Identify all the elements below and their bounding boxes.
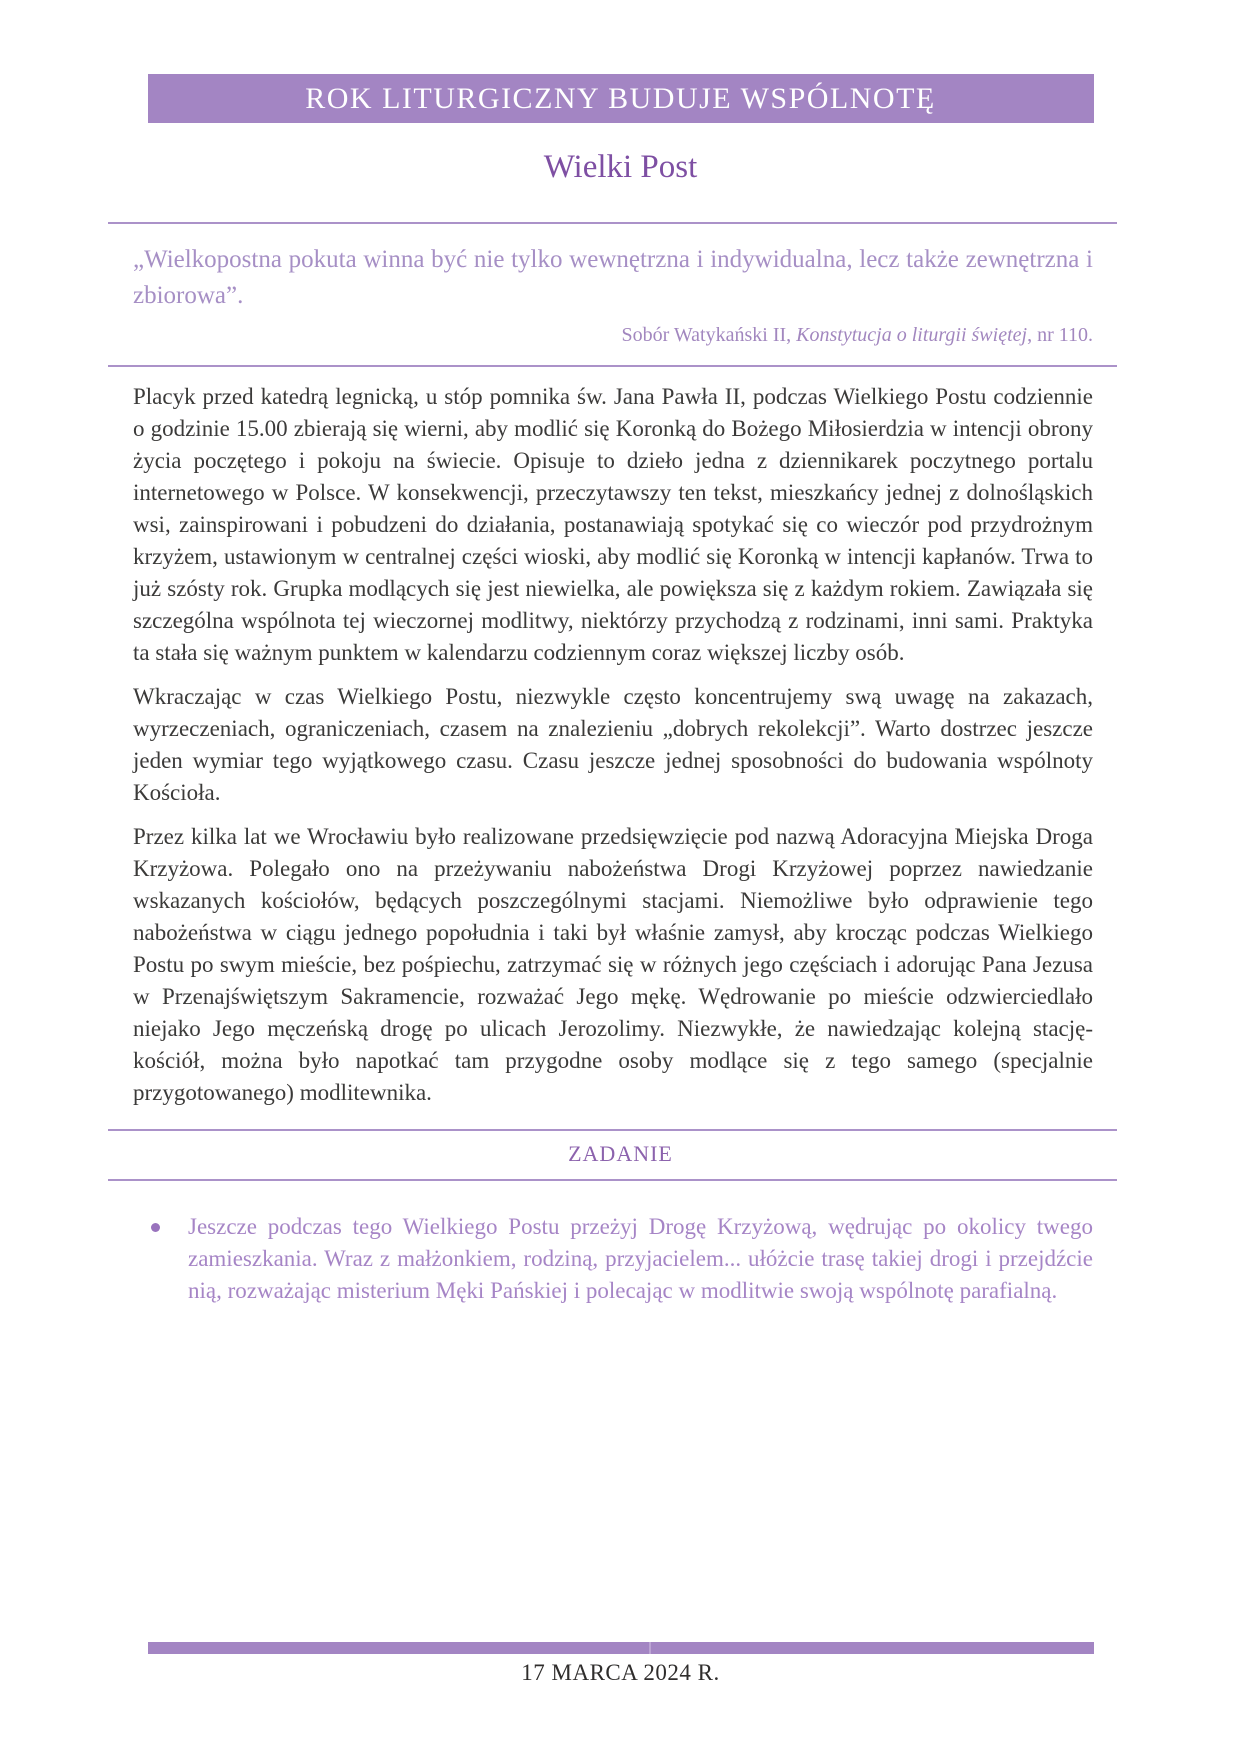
page-title: Wielki Post	[543, 149, 698, 185]
quote-attribution	[133, 324, 1093, 347]
attribution-work-title: Konstytucja o liturgii świętej	[796, 324, 1028, 346]
footer-date: 17 MARCA 2024 R.	[521, 1660, 720, 1685]
task-item-text: Jeszcze podczas tego Wielkiego Postu przeżyj Drogę Krzyżową, wędrując po okolicy twego zamieszkania. Wraz z małżonkiem, rodziną, przyjacielem... ułóżcie trasę takiej drogi i przejdźcie nią, rozważając misterium Męki Pańskiej i polecając w modlitwie swoją wspólnotę parafialną.	[188, 1214, 1093, 1303]
divider-quote-bottom	[108, 365, 1117, 367]
body-paragraph: Wkraczając w czas Wielkiego Postu, niezwykle często koncentrujemy swą uwagę na zakazach, wyrzeczeniach, ograniczeniach, czasem na znalezieniu „dobrych rekolekcji”. Warto dostrzec jeszcze jeden wymiar tego wyjątkowego czasu. Czasu jeszcze jednej sposobności do budowania wspólnoty Kościoła.	[133, 684, 1093, 805]
divider-task-top	[108, 1129, 1117, 1131]
task-list-item	[133, 1211, 1093, 1307]
divider-task-bottom	[108, 1179, 1117, 1181]
article-body	[133, 381, 1093, 1109]
body-paragraph: Przez kilka lat we Wrocławiu było realizowane przedsięwzięcie pod nazwą Adoracyjna Miejska Droga Krzyżowa. Polegało ono na przeżywaniu nabożeństwa Drogi Krzyżowej poprzez nawiedzanie wskazanych kościołów, będących poszczególnymi stacjami. Niemożliwe było odprawienie tego nabożeństwa w ciągu jednego popołudnia i taki był właśnie zamysł, aby krocząc podczas Wielkiego Postu po swym mieście, bez pośpiechu, zatrzymać się w różnych jego częściach i adorując Pana Jezusa w Przenajświętszym Sakramencie, rozważać Jego mękę. Wędrowanie po mieście odzwierciedlało niejako Jego męczeńską drogę po ulicach Jerozolimy. Niezwykłe, że nawiedzając kolejną stację-kościół, można było napotkać tam przygodne osoby modlące się z tego samego (specjalnie przygotowanego) modlitewnika.	[133, 824, 1093, 1105]
footer-bar-seam	[649, 1642, 651, 1654]
bullet-icon	[151, 1223, 160, 1232]
divider-top	[108, 222, 1117, 224]
task-list	[133, 1211, 1093, 1307]
attribution-author: Sobór Watykański II,	[621, 324, 797, 346]
footer-bar	[148, 1642, 1094, 1654]
attribution-reference: , nr 110.	[1027, 324, 1093, 346]
task-heading: ZADANIE	[568, 1141, 673, 1166]
body-paragraph: Placyk przed katedrą legnicką, u stóp pomnika św. Jana Pawła II, podczas Wielkiego Postu codziennie o godzinie 15.00 zbierają się wierni, aby modlić się Koronką do Bożego Miłosierdzia w intencji obrony życia poczętego i pokoju na świecie. Opisuje to dzieło jedna z dziennikarek poczytnego portalu internetowego w Polsce. W konsekwencji, przeczytawszy ten tekst, mieszkańcy jednej z dolnośląskich wsi, zainspirowani i pobudzeni do działania, postanawiają spotykać się co wieczór pod przydrożnym krzyżem, ustawionym w centralnej części wioski, aby modlić się Koronką w intencji kapłanów. Trwa to już szósty rok. Grupka modlących się jest niewielka, ale powiększa się z każdym rokiem. Zawiązała się szczególna wspólnota tej wieczornej modlitwy, niektórzy przychodzą z rodzinami, inni sami. Praktyka ta stała się ważnym punktem w kalendarzu codziennym coraz większej liczby osób.	[133, 384, 1093, 665]
header-banner	[148, 74, 1094, 123]
header-banner-title: ROK LITURGICZNY BUDUJE WSPÓLNOTĘ	[305, 81, 936, 115]
quote-text: „Wielkopostna pokuta winna być nie tylko wewnętrzna i indywidualna, lecz także zewnętrzna i zbiorowa”.	[133, 246, 1093, 309]
